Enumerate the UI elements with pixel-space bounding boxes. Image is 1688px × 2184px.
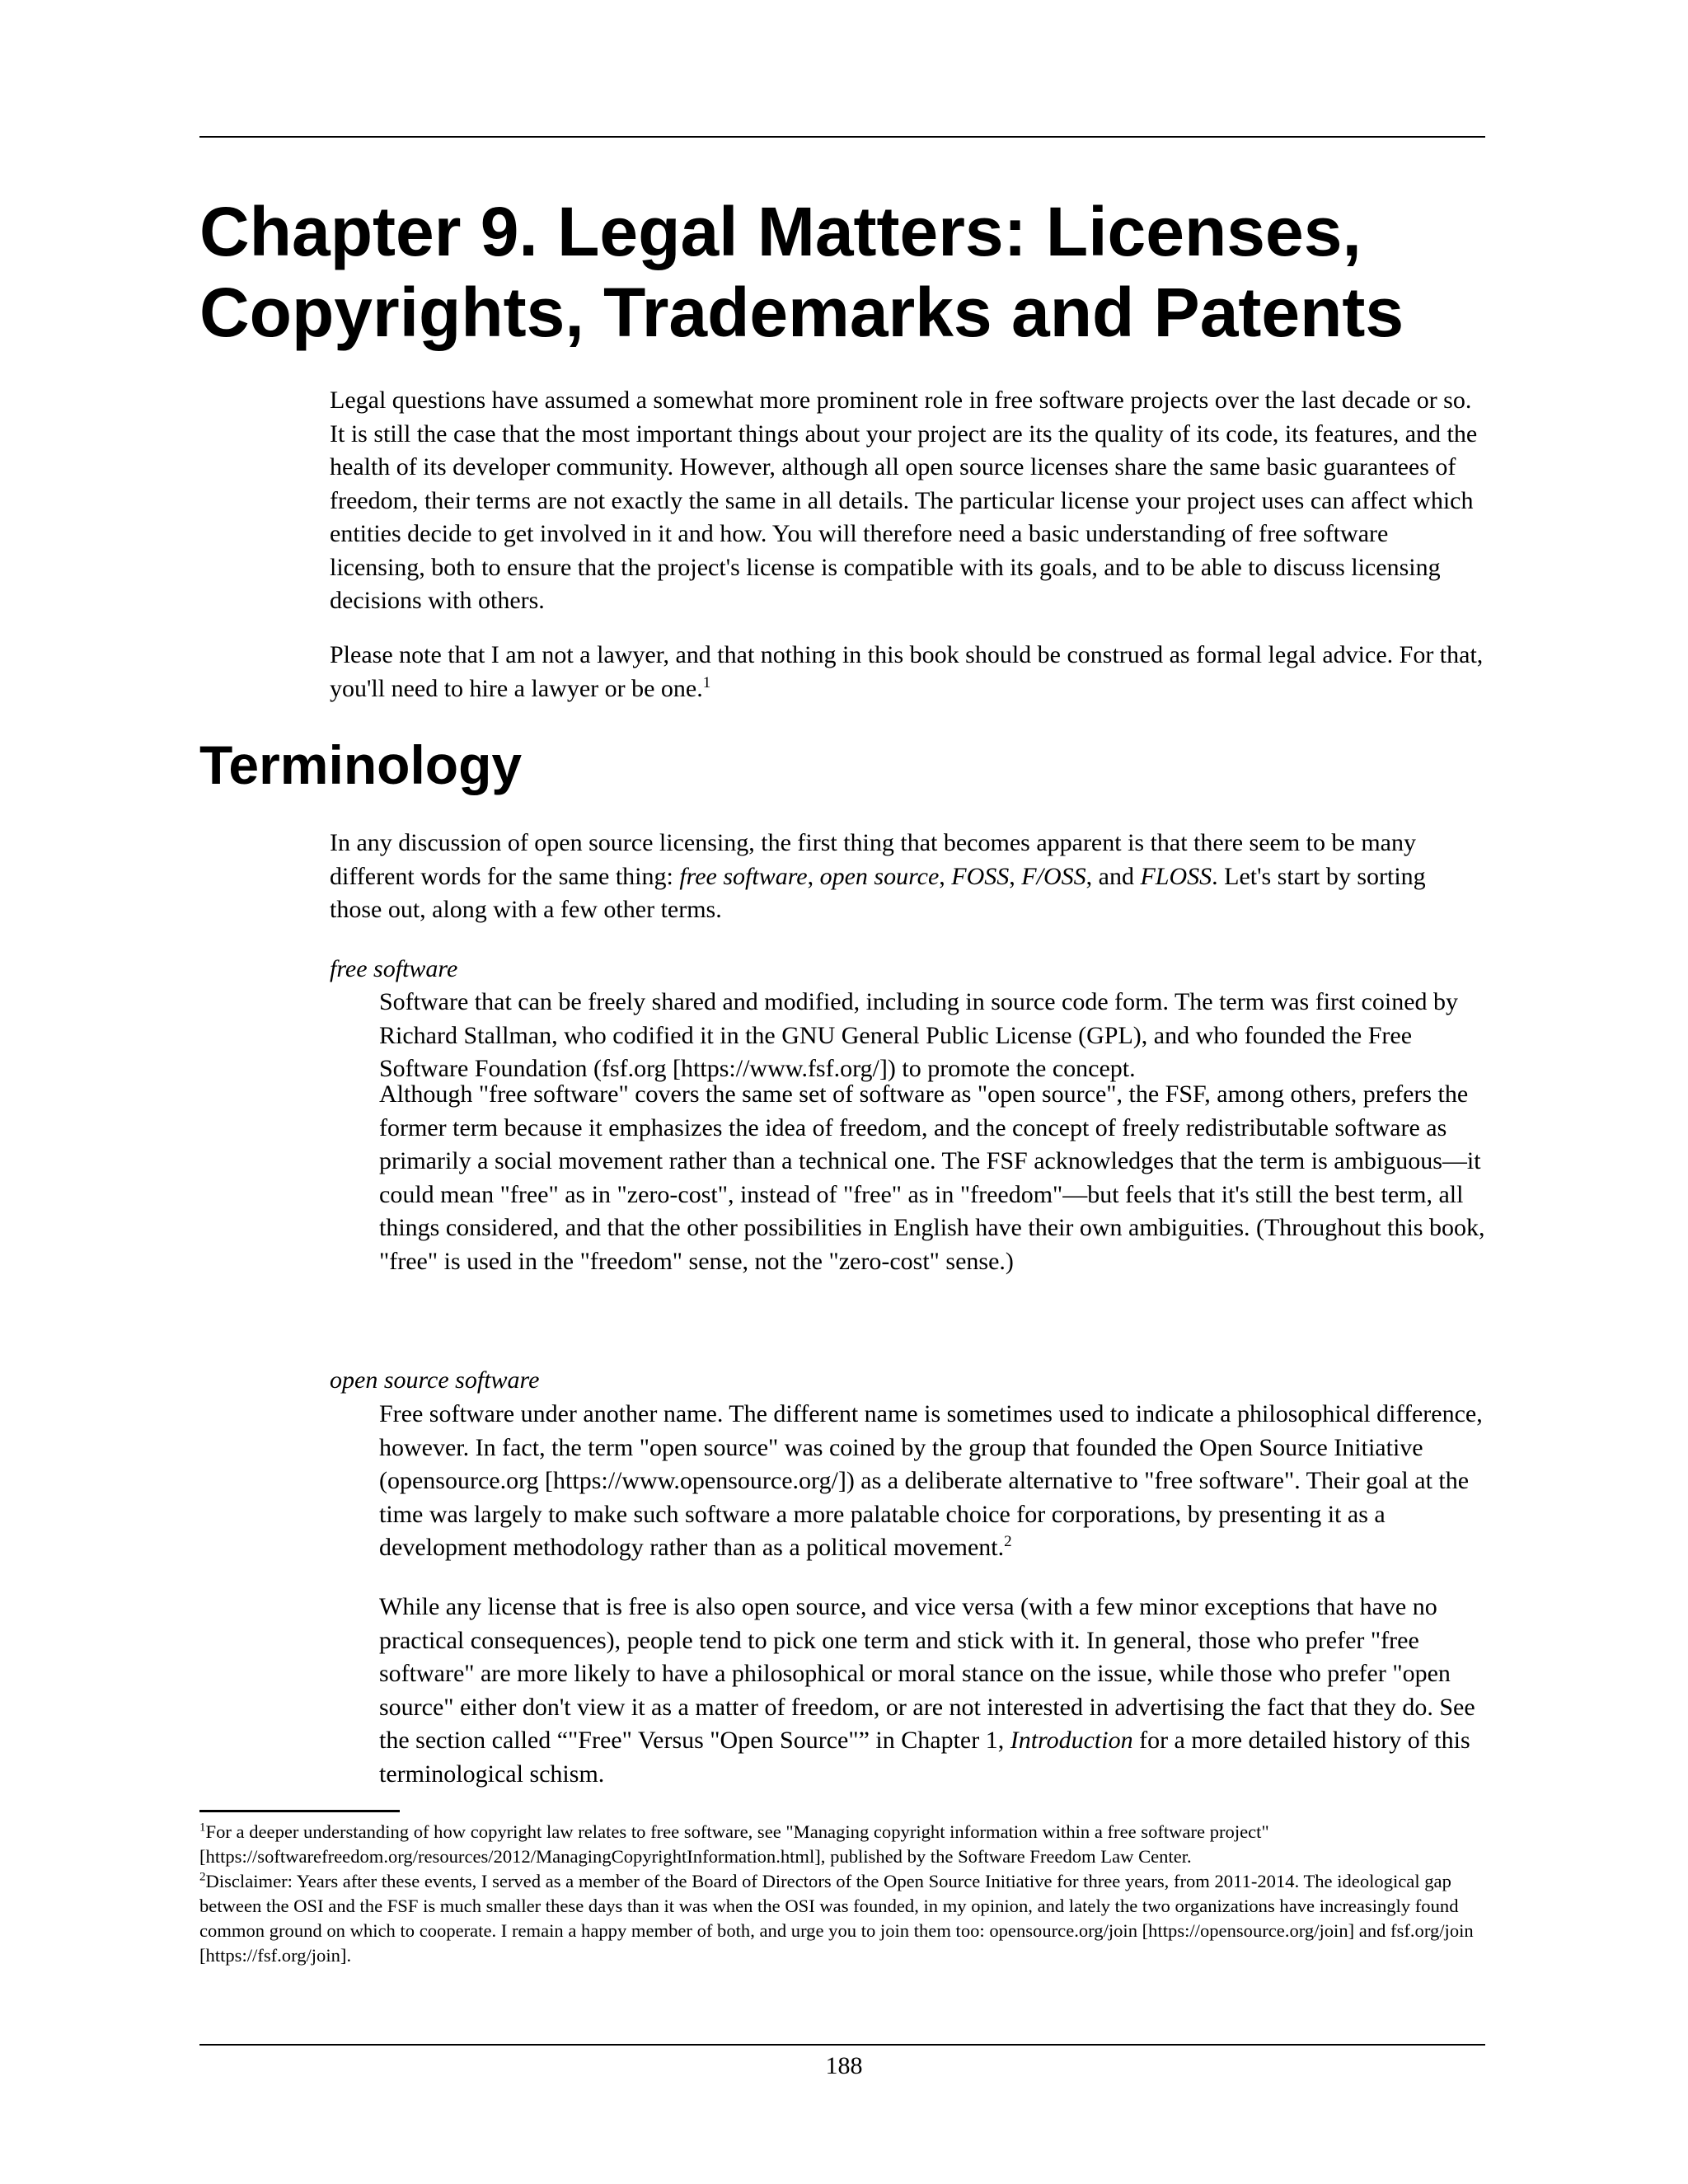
footnotes [199, 1820, 1487, 1968]
term-open-source: open source [819, 862, 940, 890]
chapter-title-line-1: Chapter 9. Legal Matters: Licenses, [199, 193, 1362, 270]
footnote-2 [199, 1869, 1487, 1968]
definition-text: Free software under another name. The different name is sometimes used to indicate a philosophical difference, however. In fact, the term "open source" was coined by the group that founded the Open Source Initiative (opensource.org [https://www.opensource.org/]) as a deliberate alternative to "free software". Their goal at the time was largely to make such software a more palatable choice for corporations, by presenting it as a development methodology rather than as a political movement. [379, 1400, 1483, 1561]
footnote-ref-2[interactable]: 2 [1004, 1533, 1012, 1550]
term-foss: FOSS [951, 862, 1010, 890]
footnote-separator [199, 1810, 400, 1812]
term-f-oss: F/OSS [1021, 862, 1086, 890]
footnote-marker-1: 1 [199, 1821, 206, 1835]
separator: , [939, 862, 952, 890]
glossary-term-open-source-software: open source software [330, 1366, 540, 1394]
definition-text-end: for a more detailed history of this terminological schism. [379, 1727, 1470, 1788]
footnote-marker-2: 2 [199, 1870, 206, 1884]
definition-text: Although "free software" covers the same set of software as "open source", the FSF, among others, prefers the former term because it emphasizes the idea of freedom, and the concept of freely redistributable software as primarily a social movement rather than a technical one. The FSF acknowledges that the term is ambiguous—it could mean "free" as in "zero-cost", instead of "free" as in "freedom"—but feels that it's still the best term, all things considered, and that the other possibilities in English have their own ambiguities. (Throughout this book, "free" is used in the "freedom" sense, not the "zero-cost" sense.) [379, 1080, 1485, 1275]
terminology-intro-end: . Let's start by sorting those out, along with a few other terms. [330, 862, 1426, 923]
section-title-terminology: Terminology [199, 734, 523, 795]
page-number: 188 [825, 2052, 863, 2079]
chapter-link-introduction[interactable]: Introduction [1010, 1727, 1133, 1754]
intro-paragraph-2 [330, 639, 1484, 705]
footnote-1 [199, 1820, 1487, 1869]
term-floss: FLOSS [1140, 862, 1212, 890]
terminology-intro-start: In any discussion of open source licensing, the first thing that becomes apparent is that there seem to be many different words for the same thing: [330, 829, 1416, 890]
separator: , [1009, 862, 1022, 890]
term-free-software: free software [679, 862, 808, 890]
terminology-intro [330, 827, 1484, 927]
header-rule [199, 136, 1485, 138]
glossary-definition-free-software-1 [379, 986, 1488, 1086]
glossary-definition-free-software-2 [379, 1078, 1488, 1278]
separator: , [807, 862, 820, 890]
intro-paragraph-1 [330, 384, 1484, 618]
footer-rule [199, 2044, 1485, 2046]
footnote-1-text: For a deeper understanding of how copyright law relates to free software, see "Managing copyright information within a free software project" [https://softwarefreedom.org/resources/2012/ManagingCopyrightInformation.html], published by the Software Freedom Law Center. [199, 1821, 1269, 1867]
definition-text-start: While any license that is free is also open source, and vice versa (with a few minor exceptions that have no practical consequences), people tend to pick one term and stick with it. In general, those who prefer "free software" are more likely to have a philosophical or moral stance on the issue, while those who prefer "open source" either don't view it as a matter of freedom, or are not interested in advertising the fact that they do. See the section called “"Free" Versus "Open Source"” in Chapter 1, [379, 1593, 1475, 1754]
footnote-ref-1[interactable]: 1 [702, 673, 711, 691]
chapter-title [199, 191, 1485, 353]
footnote-2-text: Disclaimer: Years after these events, I served as a member of the Board of Directors of the Open Source Initiative for three years, from 2011-2014. The ideological gap between the OSI and the FSF is much smaller these days than it was when the OSI was founded, in my opinion, and lately the two organizations have increasingly found common ground on which to cooperate. I remain a happy member of both, and urge you to join them too: opensource.org/join [https://opensource.org/join] and fsf.org/join [https://fsf.org/join]. [199, 1871, 1474, 1966]
glossary-definition-open-source-2 [379, 1591, 1488, 1791]
glossary-term-free-software: free software [330, 955, 458, 982]
glossary-definition-open-source-1 [379, 1398, 1488, 1565]
definition-text: Software that can be freely shared and modified, including in source code form. The term was first coined by Richard Stallman, who codified it in the GNU General Public License (GPL), and who founded the Free Software Foundation (fsf.org [https://www.fsf.org/]) to promote the concept. [379, 988, 1459, 1082]
intro-paragraph-2-text: Please note that I am not a lawyer, and that nothing in this book should be construed as formal legal advice. For that, you'll need to hire a lawyer or be one. [330, 641, 1484, 702]
intro-paragraph-1-text: Legal questions have assumed a somewhat more prominent role in free software projects over the last decade or so. It is still the case that the most important things about your project are its the quality of its code, its features, and the health of its developer community. However, although all open source licenses share the same basic guarantees of freedom, their terms are not exactly the same in all details. The particular license your project uses can affect which entities decide to get involved in it and how. You will therefore need a basic understanding of free software licensing, both to ensure that the project's license is compatible with its goals, and to be able to discuss licensing decisions with others. [330, 387, 1478, 614]
separator: , and [1085, 862, 1141, 890]
chapter-title-line-2: Copyrights, Trademarks and Patents [199, 274, 1404, 351]
